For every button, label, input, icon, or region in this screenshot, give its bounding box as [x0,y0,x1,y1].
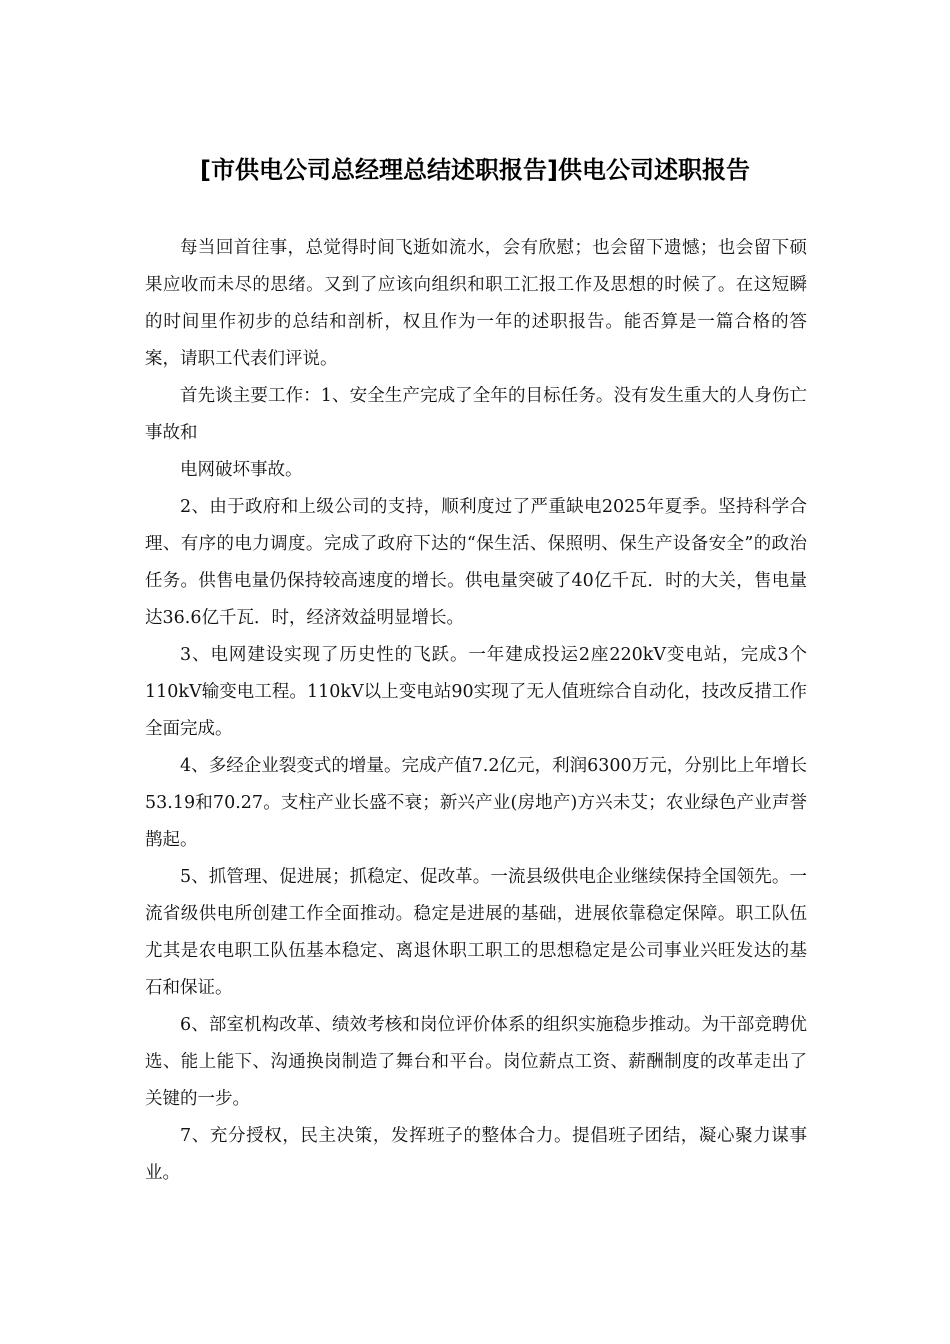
paragraph-grid-accident: 电网破坏事故。 [180,460,303,480]
paragraph-main-work: 首先谈主要工作：1、安全生产完成了全年的目标任务。没有发生重大的人身伤亡事故和 [145,386,807,443]
document-body [145,230,807,1192]
paragraph-item-5: 5、抓管理、促进展；抓稳定、促改革。一流县级供电企业继续保持全国领先。一流省级供电所创建工作全面推动。稳定是进展的基础，进展依靠稳定保障。职工队伍尤其是农电职工队伍基本稳定、离退休职工职工的思想稳定是公司事业兴旺发达的基石和保证。 [145,867,807,998]
paragraph-item-4: 4、多经企业裂变式的增量。完成产值7.2亿元，利润6300万元，分别比上年增长53.19和70.27。支柱产业长盛不衰；新兴产业(房地产)方兴未艾；农业绿色产业声誉鹊起。 [145,756,807,850]
paragraph-item-7: 7、充分授权，民主决策，发挥班子的整体合力。提倡班子团结，凝心聚力谋事业。 [145,1126,807,1183]
paragraph-item-3: 3、电网建设实现了历史性的飞跃。一年建成投运2座220kV变电站，完成3个110kV输变电工程。110kV以上变电站90实现了无人值班综合自动化，技改反措工作全面完成。 [145,645,807,739]
document-title: [市供电公司总经理总结述职报告]供电公司述职报告 [200,156,750,184]
paragraph-intro: 每当回首往事，总觉得时间飞逝如流水，会有欣慰；也会留下遗憾；也会留下硕果应收而未尽的思绪。又到了应该向组织和职工汇报工作及思想的时候了。在这短瞬的时间里作初步的总结和剖析，权且作为一年的述职报告。能否算是一篇合格的答案，请职工代表们评说。 [145,238,807,369]
paragraph-item-2: 2、由于政府和上级公司的支持，顺利度过了严重缺电2025年夏季。坚持科学合理、有序的电力调度。完成了政府下达的“保生活、保照明、保生产设备安全”的政治任务。供售电量仍保持较高速度的增长。供电量突破了40亿千瓦．时的大关，售电量达36.6亿千瓦．时，经济效益明显增长。 [145,497,807,628]
paragraph-item-6: 6、部室机构改革、绩效考核和岗位评价体系的组织实施稳步推动。为干部竞聘优选、能上能下、沟通换岗制造了舞台和平台。岗位薪点工资、薪酬制度的改革走出了关键的一步。 [145,1015,807,1109]
